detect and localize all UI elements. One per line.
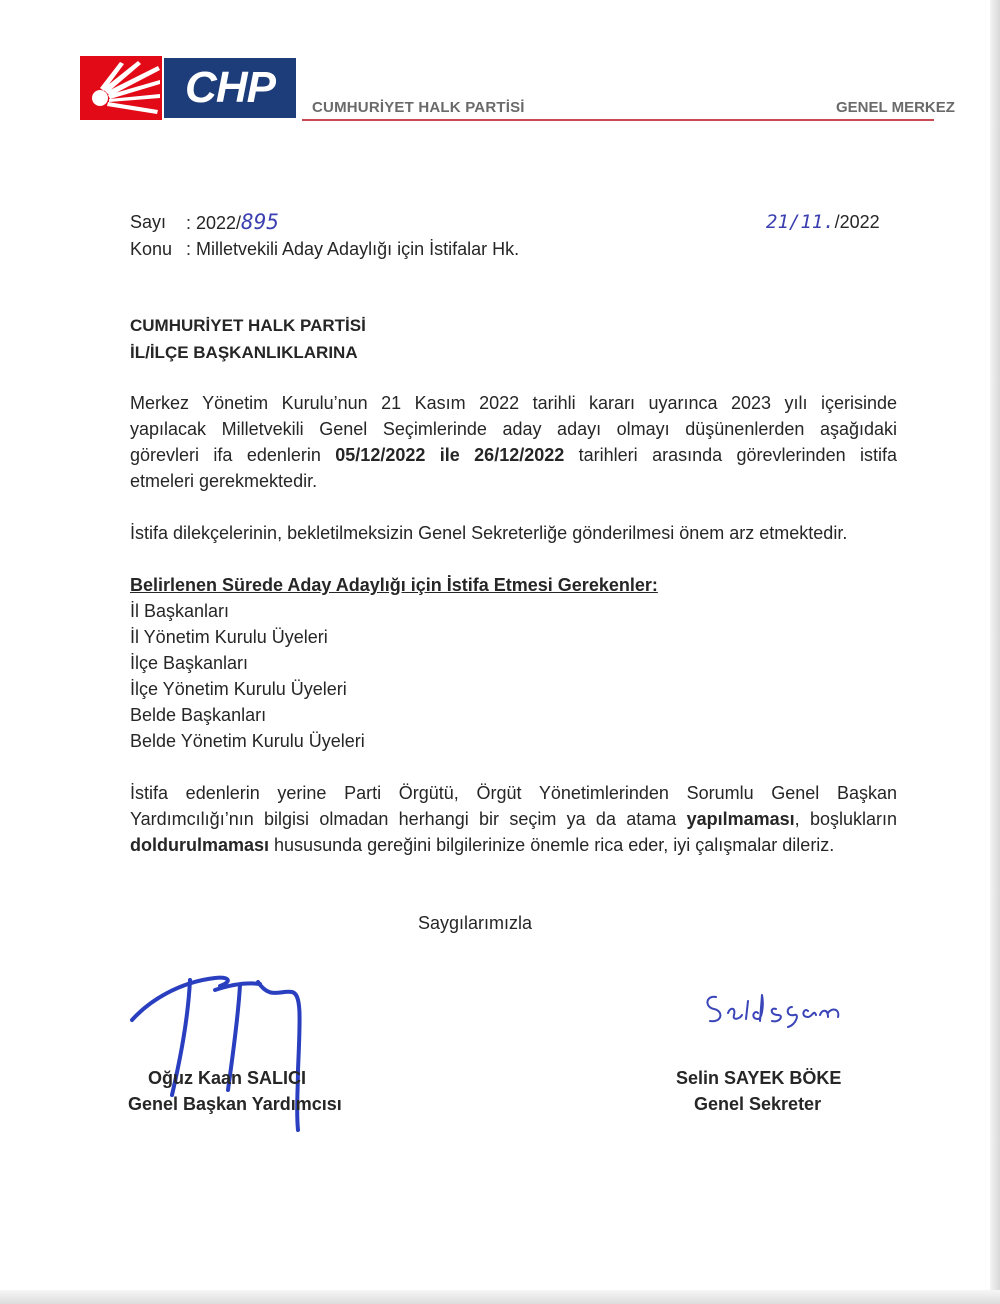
- closing-salutation: Saygılarımızla: [418, 913, 533, 933]
- list-item: İlçe Yönetim Kurulu Üyeleri: [130, 679, 347, 699]
- right-handwritten-signature: [700, 985, 850, 1035]
- right-signatory-title: Genel Sekreter: [694, 1094, 822, 1114]
- paragraph-3: [130, 780, 897, 858]
- page-bottom-shadow: [0, 1290, 1000, 1304]
- paragraph-1: [130, 390, 897, 494]
- p3-line2-pre: Yardımcılığı’nın bilgisi olmadan herhangi bir seçim ya da atama: [130, 809, 687, 829]
- addressee-line-1: CUMHURİYET HALK PARTİSİ: [130, 316, 366, 335]
- headquarters-label: GENEL MERKEZ: [836, 99, 955, 116]
- chp-logo-text: CHP: [185, 63, 275, 112]
- paragraph-3-line-2: [130, 806, 897, 832]
- right-signatory-name: Selin SAYEK BÖKE: [676, 1068, 842, 1088]
- chp-six-arrows-logo: [80, 56, 162, 120]
- list-item: Belde Başkanları: [130, 705, 267, 725]
- addressee-line-2: İL/İLÇE BAŞKANLIKLARINA: [130, 343, 358, 362]
- left-signatory-name: Oğuz Kaan SALICI: [148, 1068, 307, 1088]
- p1-line3-post: tarihleri arasında görevlerinden istifa: [564, 445, 897, 465]
- paragraph-2: İstifa dilekçelerinin, bekletilmeksizin Genel Sekreterliğe gönderilmesi önem arz etmektedir.: [130, 523, 848, 543]
- date-year: /2022: [834, 212, 880, 232]
- konu-label: Konu: [130, 239, 173, 259]
- paragraph-1-line-1: Merkez Yönetim Kurulu’nun 21 Kasım 2022 tarihli kararı uyarınca 2023 yılı içerisinde: [130, 393, 897, 413]
- list-item: Belde Yönetim Kurulu Üyeleri: [130, 731, 365, 751]
- left-signatory-title: Genel Başkan Yardımcısı: [128, 1094, 342, 1114]
- document-date: [766, 209, 880, 235]
- list-item: İl Başkanları: [130, 601, 230, 621]
- konu-value: : Milletvekili Aday Adaylığı için İstifalar Hk.: [186, 239, 520, 259]
- paragraph-3-line-3: [130, 832, 897, 858]
- p3-line3-bold: doldurulmaması: [130, 835, 270, 855]
- election-date-range: 05/12/2022 ile 26/12/2022: [335, 445, 565, 465]
- sayi-value: [186, 209, 279, 236]
- sayi-label: Sayı: [130, 212, 167, 232]
- p3-line2-post: , boşlukların: [794, 809, 897, 829]
- org-name: CUMHURİYET HALK PARTİSİ: [312, 99, 525, 116]
- list-item: İl Yönetim Kurulu Üyeleri: [130, 627, 328, 647]
- paragraph-3-line-1: İstifa edenlerin yerine Parti Örgütü, Örgüt Yönetimlerinden Sorumlu Genel Başkan: [130, 783, 897, 803]
- list-heading: Belirlenen Sürede Aday Adaylığı için İstifa Etmesi Gerekenler:: [130, 575, 658, 595]
- sayi-prefix: : 2022/: [186, 213, 242, 233]
- p1-line3-pre: görevleri ifa edenlerin: [130, 445, 336, 465]
- p3-line2-bold: yapılmaması: [686, 809, 795, 829]
- paragraph-1-line-3: [130, 442, 897, 468]
- p3-line3-post: hususunda gereğini bilgilerinize önemle rica eder, iyi çalışmalar dileriz.: [269, 835, 835, 855]
- page-edge-shadow: [990, 0, 1000, 1304]
- paragraph-1-line-4: etmeleri gerekmektedir.: [130, 471, 318, 491]
- paragraph-1-line-2: yapılacak Milletvekili Genel Seçimlerinde aday adayı olmayı düşünenlerden aşağıdaki: [130, 419, 897, 439]
- date-handwritten: 21/11.: [766, 211, 835, 233]
- header-rule: [302, 119, 934, 121]
- sayi-number-handwritten: 895: [241, 210, 279, 234]
- list-item: İlçe Başkanları: [130, 653, 249, 673]
